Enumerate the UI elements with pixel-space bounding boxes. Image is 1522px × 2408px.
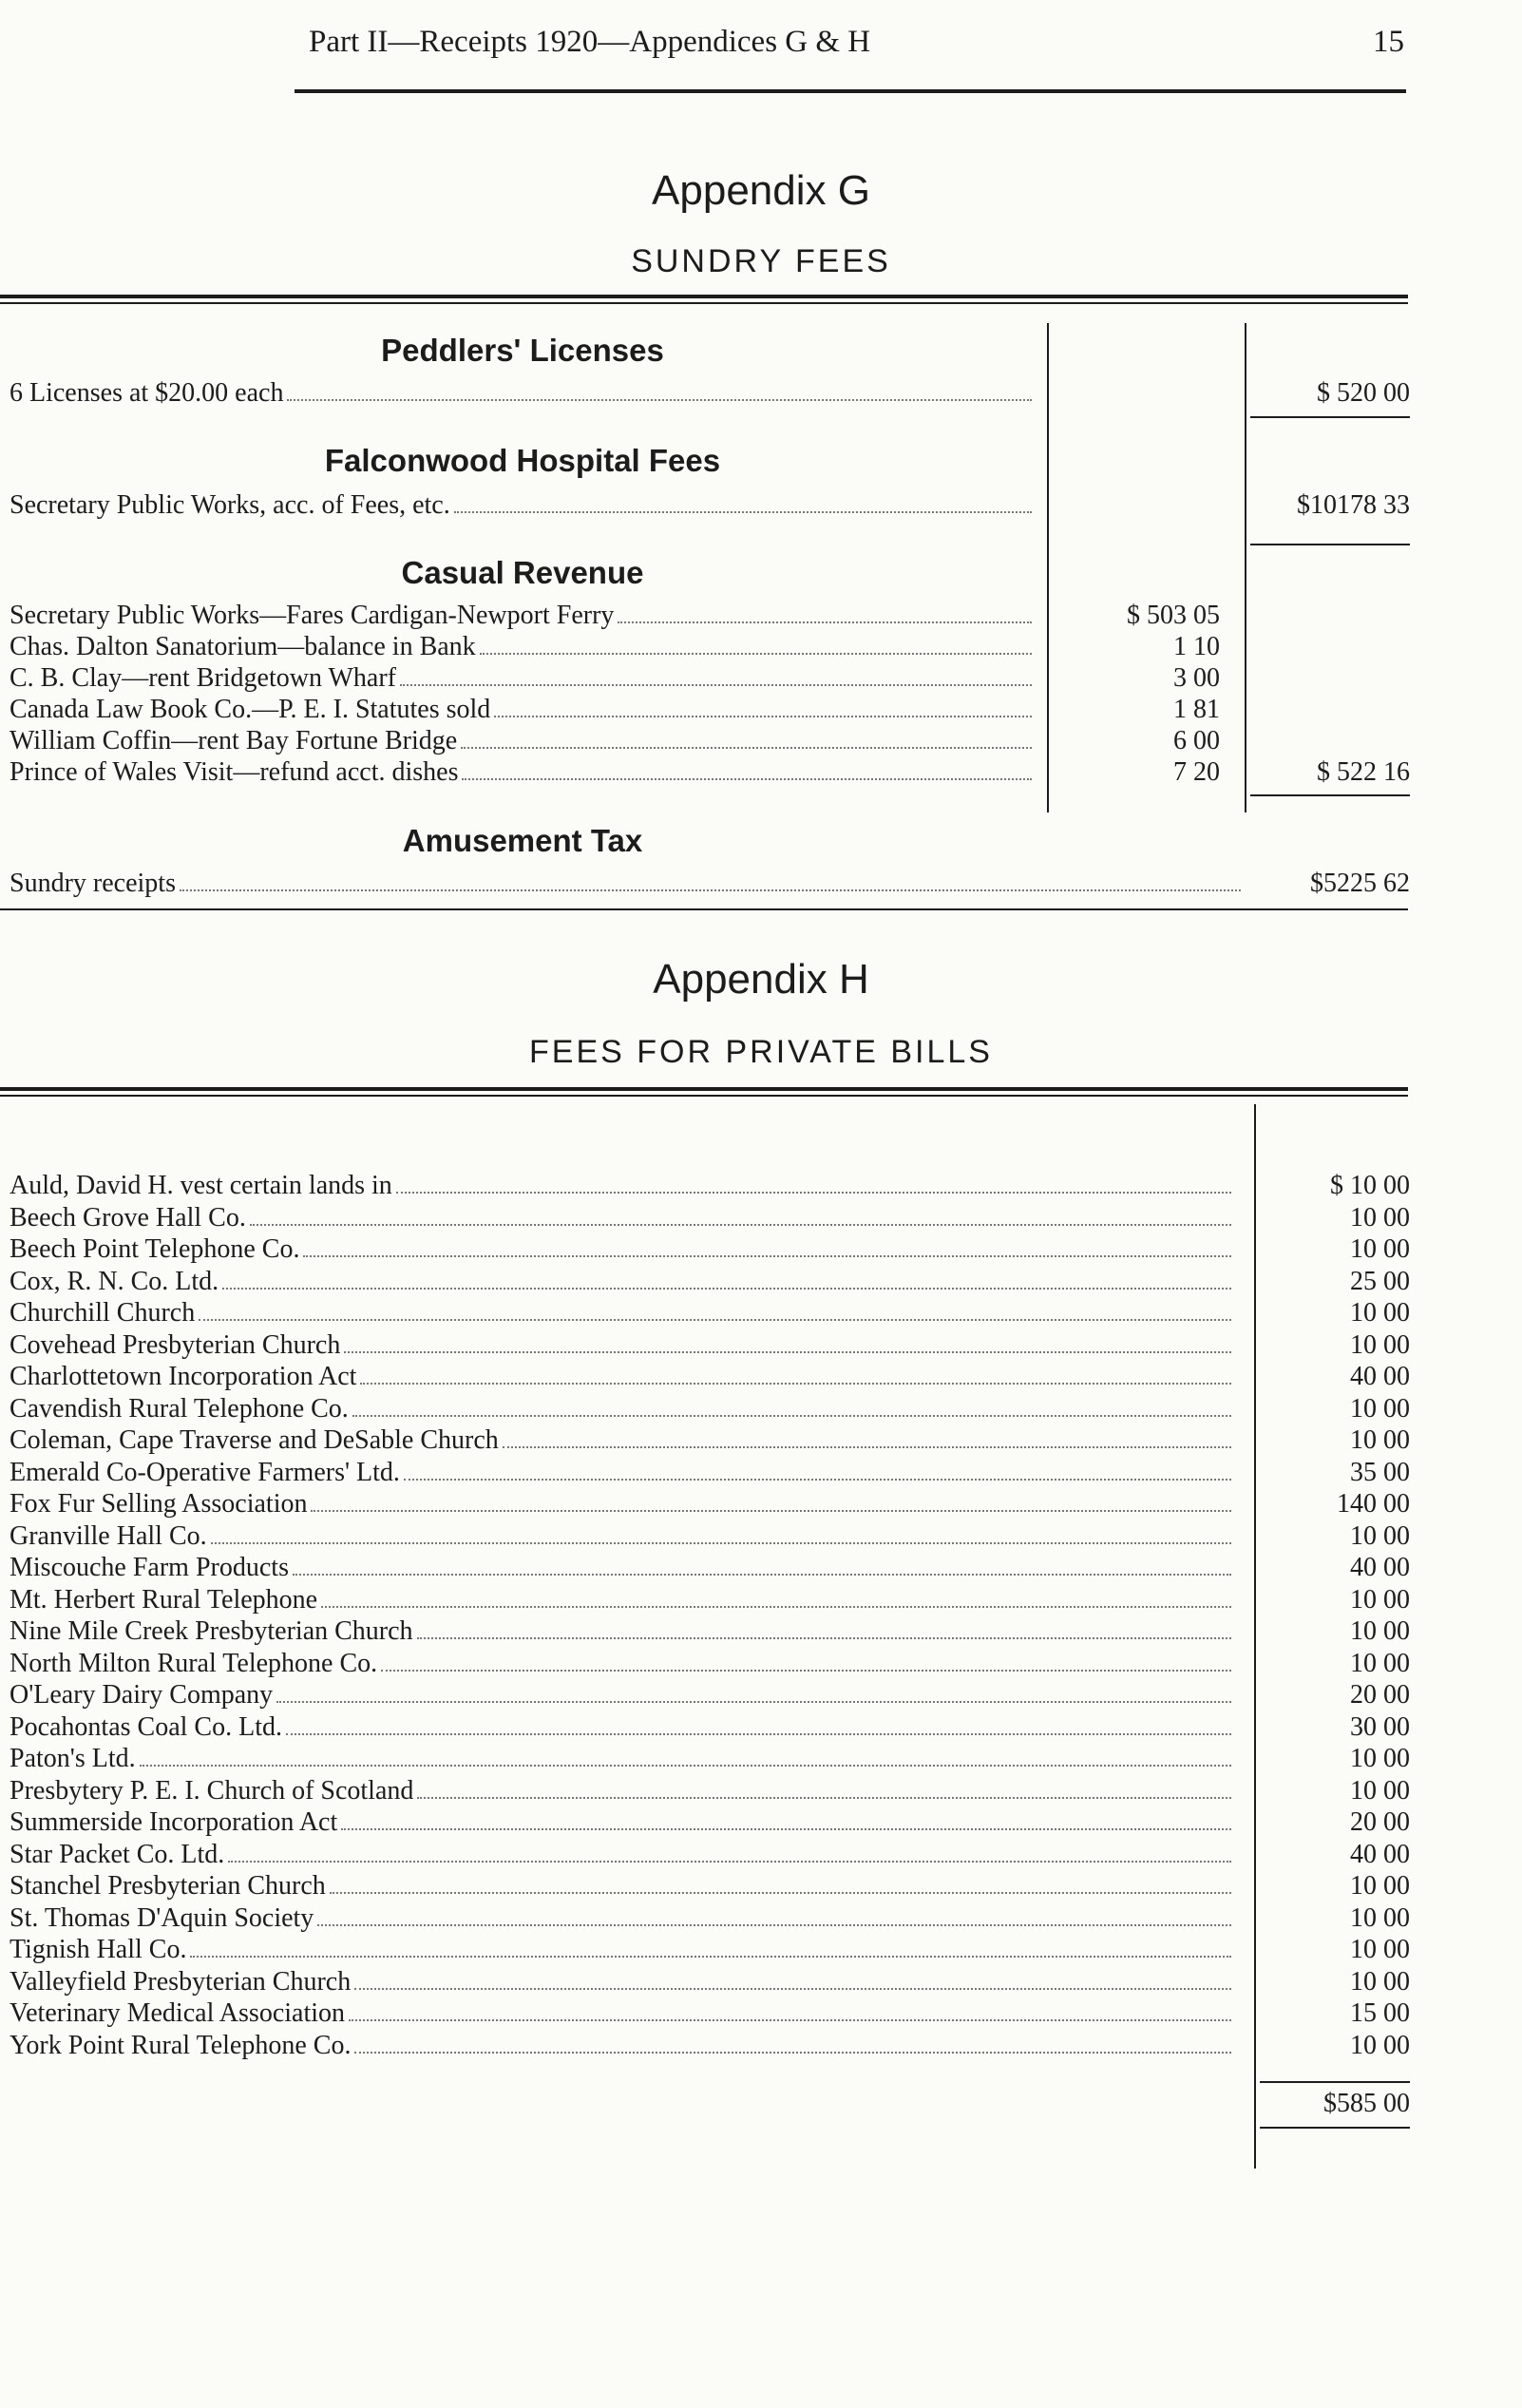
- appendix-h-total: $585 00: [1323, 2089, 1410, 2118]
- appendix-g-rule-bottom: [0, 302, 1408, 304]
- page-number: 15: [1373, 25, 1404, 59]
- private-bill-amount: 10 00: [1350, 1203, 1410, 1233]
- private-bill-row: [10, 1394, 1235, 1425]
- private-bill-label: St. Thomas D'Aquin Society: [10, 1903, 314, 1933]
- private-bill-label: Auld, David H. vest certain lands in: [10, 1171, 392, 1200]
- falconwood-total: $10178 33: [1297, 490, 1410, 520]
- peddlers-total: $ 520 00: [1317, 378, 1410, 408]
- private-bill-row: [10, 1585, 1235, 1616]
- running-title: Part II—Receipts 1920—Appendices G & H: [309, 25, 871, 59]
- private-bill-label: Charlottetown Incorporation Act: [10, 1362, 357, 1391]
- casual-item-label: Chas. Dalton Sanatorium—balance in Bank: [10, 632, 476, 661]
- casual-item: [10, 695, 1036, 726]
- private-bill-row: [10, 1903, 1235, 1935]
- leader-dots: [494, 716, 1032, 717]
- private-bill-amount: 10 00: [1350, 1776, 1410, 1806]
- private-bill-row: [10, 1871, 1235, 1902]
- casual-item-amount: $ 503 05: [1127, 601, 1220, 630]
- appendix-h-total-rule: [1260, 2081, 1410, 2083]
- casual-item-label: C. B. Clay—rent Bridgetown Wharf: [10, 663, 396, 693]
- leader-dots: [199, 1319, 1231, 1321]
- peddlers-line-label: 6 Licenses at $20.00 each: [10, 378, 284, 408]
- leader-dots: [360, 1383, 1231, 1385]
- leader-dots: [341, 1828, 1231, 1830]
- leader-dots: [352, 1415, 1231, 1417]
- private-bill-amount: 40 00: [1350, 1553, 1410, 1582]
- private-bill-amount: 10 00: [1350, 1616, 1410, 1646]
- casual-total: $ 522 16: [1317, 757, 1410, 787]
- leader-dots: [417, 1637, 1231, 1639]
- amusement-total: $5225 62: [1310, 869, 1410, 898]
- falconwood-line: [10, 490, 1036, 522]
- casual-item: [10, 601, 1036, 632]
- peddlers-line: [10, 378, 1036, 410]
- private-bill-label: Mt. Herbert Rural Telephone: [10, 1585, 318, 1615]
- leader-dots: [344, 1351, 1231, 1353]
- private-bill-row: [10, 1362, 1235, 1393]
- private-bill-amount: 35 00: [1350, 1458, 1410, 1487]
- private-bill-label: Summerside Incorporation Act: [10, 1807, 338, 1837]
- appendix-h-total-underline: [1260, 2127, 1410, 2129]
- casual-item-label: William Coffin—rent Bay Fortune Bridge: [10, 726, 458, 755]
- appendix-g-subtitle: SUNDRY FEES: [631, 243, 891, 279]
- private-bill-label: Beech Point Telephone Co.: [10, 1234, 300, 1264]
- private-bill-row: [10, 1267, 1235, 1298]
- private-bill-label: Veterinary Medical Association: [10, 1998, 346, 2028]
- appendix-h-rule-bottom: [0, 1095, 1408, 1097]
- leader-dots: [618, 621, 1032, 623]
- private-bill-row: [10, 1712, 1235, 1744]
- casual-item-label: Canada Law Book Co.—P. E. I. Statutes sold: [10, 695, 491, 724]
- leader-dots: [190, 1956, 1231, 1958]
- leader-dots: [400, 684, 1032, 686]
- leader-dots: [321, 1606, 1231, 1608]
- private-bill-amount: 10 00: [1350, 1585, 1410, 1615]
- private-bill-label: North Milton Rural Telephone Co.: [10, 1649, 378, 1678]
- private-bill-amount: 10 00: [1350, 1871, 1410, 1901]
- private-bill-label: Miscouche Farm Products: [10, 1553, 289, 1582]
- appendix-g-rule-top: [0, 295, 1408, 298]
- leader-dots: [454, 511, 1032, 513]
- private-bill-row: [10, 1458, 1235, 1489]
- private-bill-row: [10, 1425, 1235, 1457]
- leader-dots: [462, 778, 1032, 780]
- private-bill-amount: 30 00: [1350, 1712, 1410, 1742]
- casual-item-amount: 1 81: [1173, 695, 1220, 724]
- private-bill-row: [10, 1744, 1235, 1775]
- amusement-heading: Amusement Tax: [402, 823, 643, 858]
- private-bill-label: Cavendish Rural Telephone Co.: [10, 1394, 349, 1424]
- leader-dots: [354, 2052, 1231, 2054]
- private-bill-amount: $ 10 00: [1330, 1171, 1410, 1200]
- private-bill-label: Churchill Church: [10, 1298, 196, 1328]
- leader-dots: [211, 1542, 1231, 1544]
- column-divider-right: [1245, 323, 1246, 812]
- leader-dots: [276, 1701, 1231, 1703]
- appendix-h-column-divider: [1254, 1104, 1256, 2169]
- leader-dots: [228, 1861, 1231, 1863]
- leader-dots: [303, 1255, 1231, 1257]
- private-bill-row: [10, 1935, 1235, 1966]
- private-bill-label: Paton's Ltd.: [10, 1744, 136, 1773]
- casual-item-label: Secretary Public Works—Fares Cardigan-Newport Ferry: [10, 601, 615, 630]
- private-bill-amount: 25 00: [1350, 1267, 1410, 1296]
- header-rule: [295, 89, 1406, 93]
- leader-dots: [140, 1765, 1231, 1767]
- falconwood-line-label: Secretary Public Works, acc. of Fees, etc.: [10, 490, 450, 520]
- private-bill-label: Pocahontas Coal Co. Ltd.: [10, 1712, 282, 1742]
- private-bill-label: Stanchel Presbyterian Church: [10, 1871, 326, 1901]
- leader-dots: [354, 1988, 1231, 1990]
- private-bill-row: [10, 1553, 1235, 1584]
- private-bill-row: [10, 1967, 1235, 1998]
- column-divider-left: [1047, 323, 1049, 812]
- private-bill-row: [10, 1489, 1235, 1520]
- private-bill-row: [10, 1776, 1235, 1807]
- private-bill-amount: 10 00: [1350, 1330, 1410, 1360]
- casual-item: [10, 726, 1036, 757]
- amusement-line: [10, 869, 1245, 900]
- leader-dots: [461, 747, 1032, 749]
- casual-item: [10, 757, 1036, 789]
- private-bill-row: [10, 1234, 1235, 1266]
- casual-item-label: Prince of Wales Visit—refund acct. dishes: [10, 757, 459, 787]
- casual-total-rule: [1250, 794, 1410, 796]
- private-bill-amount: 10 00: [1350, 1744, 1410, 1773]
- casual-item-amount: 7 20: [1173, 757, 1220, 787]
- private-bill-amount: 10 00: [1350, 1903, 1410, 1933]
- private-bill-amount: 10 00: [1350, 1298, 1410, 1328]
- private-bill-label: Fox Fur Selling Association: [10, 1489, 308, 1519]
- leader-dots: [317, 1924, 1231, 1926]
- private-bill-amount: 20 00: [1350, 1807, 1410, 1837]
- leader-dots: [286, 1733, 1231, 1735]
- private-bill-label: Beech Grove Hall Co.: [10, 1203, 246, 1233]
- private-bill-label: Covehead Presbyterian Church: [10, 1330, 341, 1360]
- falconwood-total-rule: [1250, 544, 1410, 545]
- leader-dots: [381, 1670, 1231, 1672]
- private-bill-amount: 140 00: [1337, 1489, 1410, 1519]
- private-bill-amount: 10 00: [1350, 1425, 1410, 1455]
- leader-dots: [293, 1574, 1231, 1576]
- private-bill-row: [10, 1807, 1235, 1839]
- peddlers-heading: Peddlers' Licenses: [381, 333, 664, 368]
- private-bill-label: Star Packet Co. Ltd.: [10, 1840, 225, 1869]
- private-bill-row: [10, 1616, 1235, 1648]
- leader-dots: [287, 399, 1032, 401]
- private-bill-label: Nine Mile Creek Presbyterian Church: [10, 1616, 413, 1646]
- private-bill-label: Presbytery P. E. I. Church of Scotland: [10, 1776, 414, 1806]
- private-bill-label: Granville Hall Co.: [10, 1521, 207, 1551]
- private-bill-row: [10, 1298, 1235, 1329]
- appendix-g-end-rule: [0, 908, 1408, 910]
- private-bill-amount: 15 00: [1350, 1998, 1410, 2028]
- casual-item: [10, 632, 1036, 663]
- private-bill-label: Tignish Hall Co.: [10, 1935, 187, 1964]
- amusement-line-label: Sundry receipts: [10, 869, 176, 898]
- private-bill-label: York Point Rural Telephone Co.: [10, 2031, 352, 2060]
- private-bill-amount: 10 00: [1350, 1234, 1410, 1264]
- private-bill-label: Valleyfield Presbyterian Church: [10, 1967, 352, 1997]
- leader-dots: [250, 1224, 1231, 1226]
- private-bill-amount: 40 00: [1350, 1840, 1410, 1869]
- appendix-h-rule-top: [0, 1087, 1408, 1091]
- casual-item: [10, 663, 1036, 695]
- appendix-h-title: Appendix H: [653, 956, 869, 1003]
- casual-item-amount: 3 00: [1173, 663, 1220, 693]
- casual-heading: Casual Revenue: [401, 555, 644, 590]
- leader-dots: [330, 1892, 1231, 1894]
- private-bill-label: O'Leary Dairy Company: [10, 1680, 274, 1710]
- private-bill-amount: 10 00: [1350, 1521, 1410, 1551]
- private-bill-row: [10, 1840, 1235, 1871]
- leader-dots: [404, 1479, 1231, 1481]
- private-bill-label: Cox, R. N. Co. Ltd.: [10, 1267, 219, 1296]
- appendix-g-title: Appendix G: [652, 167, 870, 214]
- leader-dots: [222, 1288, 1231, 1290]
- leader-dots: [480, 653, 1032, 655]
- private-bill-row: [10, 1203, 1235, 1234]
- private-bill-amount: 10 00: [1350, 1967, 1410, 1997]
- private-bill-row: [10, 1521, 1235, 1553]
- private-bill-amount: 10 00: [1350, 1394, 1410, 1424]
- leader-dots: [503, 1446, 1231, 1448]
- peddlers-total-rule: [1250, 416, 1410, 418]
- private-bill-row: [10, 1171, 1235, 1202]
- leader-dots: [417, 1797, 1231, 1799]
- leader-dots: [396, 1192, 1231, 1194]
- private-bill-label: Coleman, Cape Traverse and DeSable Church: [10, 1425, 499, 1455]
- appendix-h-subtitle: FEES FOR PRIVATE BILLS: [529, 1034, 993, 1070]
- private-bill-amount: 10 00: [1350, 2031, 1410, 2060]
- falconwood-heading: Falconwood Hospital Fees: [324, 443, 721, 478]
- leader-dots: [180, 889, 1241, 891]
- private-bill-amount: 10 00: [1350, 1649, 1410, 1678]
- private-bill-label: Emerald Co-Operative Farmers' Ltd.: [10, 1458, 400, 1487]
- private-bill-amount: 40 00: [1350, 1362, 1410, 1391]
- leader-dots: [349, 2019, 1231, 2021]
- private-bill-row: [10, 1680, 1235, 1711]
- private-bill-row: [10, 2031, 1235, 2062]
- casual-item-amount: 6 00: [1173, 726, 1220, 755]
- private-bill-row: [10, 1998, 1235, 2030]
- leader-dots: [311, 1510, 1231, 1512]
- private-bill-row: [10, 1649, 1235, 1680]
- casual-item-amount: 1 10: [1173, 632, 1220, 661]
- private-bill-amount: 10 00: [1350, 1935, 1410, 1964]
- private-bill-row: [10, 1330, 1235, 1362]
- private-bill-amount: 20 00: [1350, 1680, 1410, 1710]
